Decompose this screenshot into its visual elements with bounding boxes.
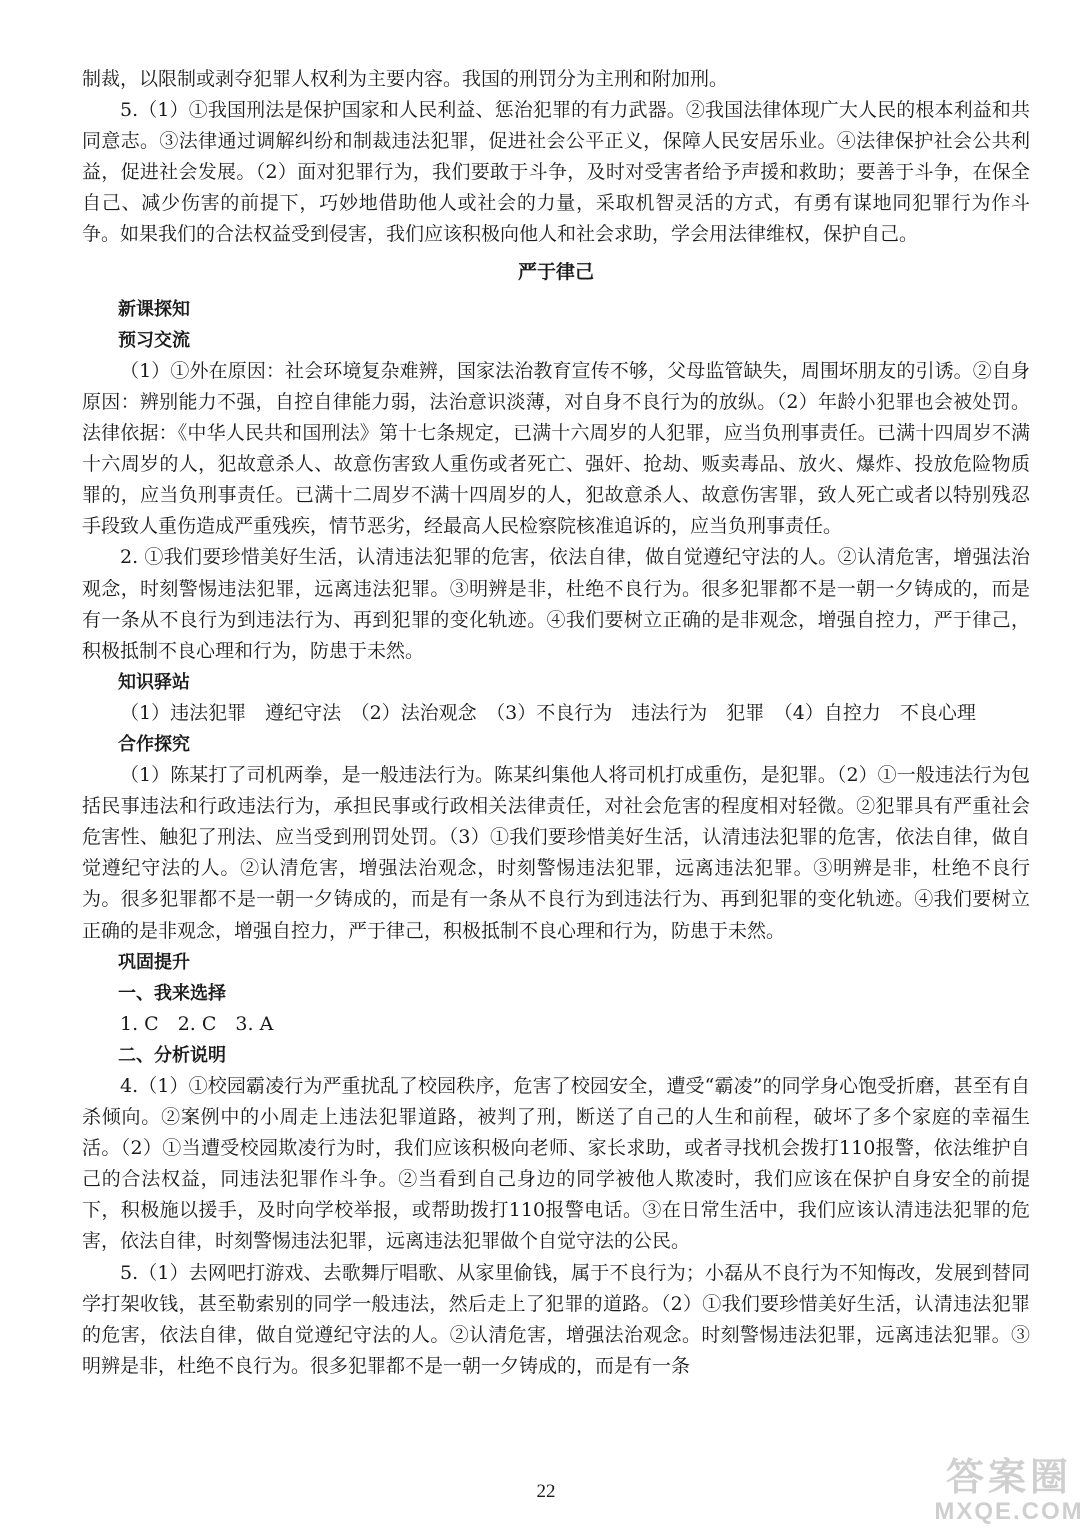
paragraph: 2. ①我们要珍惜美好生活，认清违法犯罪的危害，依法自律，做自觉遵纪守法的人。②认清危害，增强法治观念，时刻警惕违法犯罪，远离违法犯罪。③明辨是非，杜绝不良行为。很多犯罪都不是一朝一夕铸成的，而是有一条从不良行为到违法行为、再到犯罪的变化轨迹。④我们要树立正确的是非观念，增强自控力，严于律己，积极抵制不良心理和行为，防患于未然。: [82, 546, 1030, 662]
subsection-heading: 知识驿站: [118, 671, 190, 693]
watermark-logo: [934, 1458, 1084, 1532]
paragraph: （1）陈某打了司机两拳，是一般违法行为。陈某纠集他人将司机打成重伤，是犯罪。（2）①一般违法行为包括民事违法和行政违法行为，承担民事或行政相关法律责任，对社会危害的程度相对轻微。②犯罪具有严重社会危害性、触犯了刑法、应当受到刑罚处罚。（3）①我们要珍惜美好生活，认清违法犯罪的危害，依法自律，做自觉遵纪守法的人。②认清危害，增强法治观念，时刻警惕违法犯罪，远离违法犯罪。③明辨是非，杜绝不良行为。很多犯罪都不是一朝一夕铸成的，而是有一条从不良行为到违法行为、再到犯罪的变化轨迹。④我们要树立正确的是非观念，增强自控力，严于律己，积极抵制不良心理和行为，防患于未然。: [82, 764, 1030, 942]
subsection-heading: 二、分析说明: [118, 1044, 226, 1066]
paragraph: （1）违法犯罪 遵纪守法 （2）法治观念 （3）不良行为 违法行为 犯罪 （4）自控力 不良心理: [120, 701, 976, 724]
paragraph: 5.（1）①我国刑法是保护国家和人民利益、惩治犯罪的有力武器。②我国法律体现广大人民的根本利益和共同意志。③法律通过调解纠纷和制裁违法犯罪，促进社会公平正义，保障人民安居乐业。④法律保护社会公共利益，促进社会发展。（2）面对犯罪行为，我们要敢于斗争，及时对受害者给予声援和救助；要善于斗争，在保全自己、减少伤害的前提下，巧妙地借助他人或社会的力量，采取机智灵活的方式，有勇有谋地同犯罪行为作斗争。如果我们的合法权益受到侵害，我们应该积极向他人和社会求助，学会用法律维权，保护自己。: [82, 99, 1030, 246]
paragraph: 5.（1）去网吧打游戏、去歌舞厅唱歌、从家里偷钱，属于不良行为；小磊从不良行为不知悔改，发展到替同学打架收钱，甚至勒索别的同学一般违法，然后走上了犯罪的道路。（2）①我们要珍惜美好生活，认清违法犯罪的危害，依法自律，做自觉遵纪守法的人。②认清危害，增强法治观念。时刻警惕违法犯罪，远离违法犯罪。③明辨是非，杜绝不良行为。很多犯罪都不是一朝一夕铸成的，而是有一条: [82, 1261, 1030, 1377]
document-body: [82, 64, 1030, 1382]
watermark-title: 答案圈: [945, 1457, 1072, 1499]
section-heading: 新课探知: [118, 298, 190, 320]
paragraph: 制裁，以限制或剥夺犯罪人权利为主要内容。我国的刑罚分为主刑和附加刑。: [82, 68, 729, 90]
watermark-url: MXQE.COM: [934, 1498, 1084, 1525]
section-heading: 巩固提升: [118, 951, 190, 973]
section-title: 严于律己: [517, 260, 594, 283]
subsection-heading: 合作探究: [118, 733, 190, 755]
paragraph: 4.（1）①校园霸凌行为严重扰乱了校园秩序，危害了校园安全，遭受“霸凌”的同学身心饱受折磨，甚至有自杀倾向。②案例中的小周走上违法犯罪道路，被判了刑，断送了自己的人生和前程，破坏了多个家庭的幸福生活。（2）①当遭受校园欺凌行为时，我们应该积极向老师、家长求助，或者寻找机会拨打110报警，依法维护自己的合法权益，同违法犯罪作斗争。②当看到自己身边的同学被他人欺凌时，我们应该在保护自身安全的前提下，积极施以援手，及时向学校举报，或帮助拨打110报警电话。③在日常生活中，我们应该认清违法犯罪的危害，依法自律，时刻警惕违法犯罪，远离违法犯罪做个自觉守法的公民。: [82, 1075, 1030, 1253]
subsection-heading: 预习交流: [118, 329, 190, 351]
answer-line: 1. C 2. C 3. A: [120, 1012, 274, 1035]
page-number: 22: [536, 1481, 556, 1502]
subsection-heading: 一、我来选择: [118, 982, 226, 1004]
paragraph: （1）①外在原因：社会环境复杂难辨，国家法治教育宣传不够，父母监管缺失，周围坏朋友的引诱。②自身原因：辨别能力不强，自控自律能力弱，法治意识淡薄，对自身不良行为的放纵。（2）年龄小犯罪也会被处罚。法律依据：《中华人民共和国刑法》第十七条规定，已满十六周岁的人犯罪，应当负刑事责任。已满十四周岁不满十六周岁的人，犯故意杀人、故意伤害致人重伤或者死亡、强奸、抢劫、贩卖毒品、放火、爆炸、投放危险物质罪的，应当负刑事责任。已满十二周岁不满十四周岁的人，犯故意杀人、故意伤害罪，致人死亡或者以特别残忍手段致人重伤造成严重残疾，情节恶劣，经最高人民检察院核准追诉的，应当负刑事责任。: [82, 359, 1030, 538]
